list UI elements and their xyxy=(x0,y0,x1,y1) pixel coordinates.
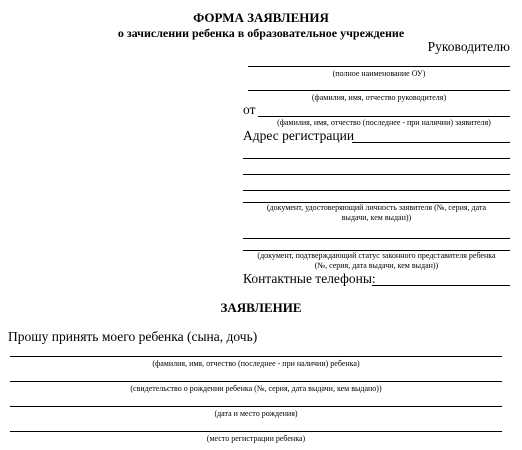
address-label: Адрес регистрации xyxy=(243,128,355,143)
form-title: ФОРМА ЗАЯВЛЕНИЯ xyxy=(193,10,329,25)
phones-line[interactable] xyxy=(372,285,510,286)
rep-doc-line-1[interactable] xyxy=(243,238,510,239)
id-doc-line-1[interactable] xyxy=(243,190,510,191)
residence-line[interactable] xyxy=(10,431,502,432)
birth-date-caption: (дата и место рождения) xyxy=(214,409,298,418)
form-subtitle: о зачислении ребенка в образовательное учреждение xyxy=(117,26,405,40)
birth-date-line[interactable] xyxy=(10,406,502,407)
address-line-1[interactable] xyxy=(352,142,510,143)
address-line-2[interactable] xyxy=(243,158,510,159)
head-name-caption: (фамилия, имя, отчество руководителя) xyxy=(311,93,447,102)
phones-label: Контактные телефоны: xyxy=(243,271,376,286)
applicant-name-line[interactable] xyxy=(258,116,510,117)
head-name-line[interactable] xyxy=(248,90,510,91)
org-name-line[interactable] xyxy=(248,66,510,67)
org-name-caption: (полное наименование ОУ) xyxy=(332,69,426,78)
id-doc-caption-1: (документ, удостоверяющий личность заявителя (№, серия, дата xyxy=(266,203,487,212)
request-text: Прошу принять моего ребенка (сына, дочь) xyxy=(8,329,258,344)
birth-cert-line[interactable] xyxy=(10,381,502,382)
child-name-line[interactable] xyxy=(10,356,502,357)
birth-cert-caption: (свидетельство о рождении ребенка (№, серия, дата выдачи, кем выдано)) xyxy=(130,384,382,393)
from-label: от xyxy=(243,102,256,117)
rep-doc-caption-2: (№, серия, дата выдачи, кем выдан)) xyxy=(314,261,439,270)
statement-heading: ЗАЯВЛЕНИЕ xyxy=(220,300,302,315)
applicant-name-caption: (фамилия, имя, отчество (последнее - при наличии) заявителя) xyxy=(277,118,491,127)
child-name-caption: (фамилия, имя, отчество (последнее - при наличии) ребенка) xyxy=(152,359,360,368)
residence-caption: (место регистрации ребенка) xyxy=(206,434,306,443)
addressee-label: Руководителю xyxy=(427,39,510,54)
address-line-3[interactable] xyxy=(243,174,510,175)
id-doc-caption-2: выдачи, кем выдан)) xyxy=(341,213,412,222)
rep-doc-caption-1: (документ, подтверждающий статус законного представителя ребенка xyxy=(257,251,496,260)
